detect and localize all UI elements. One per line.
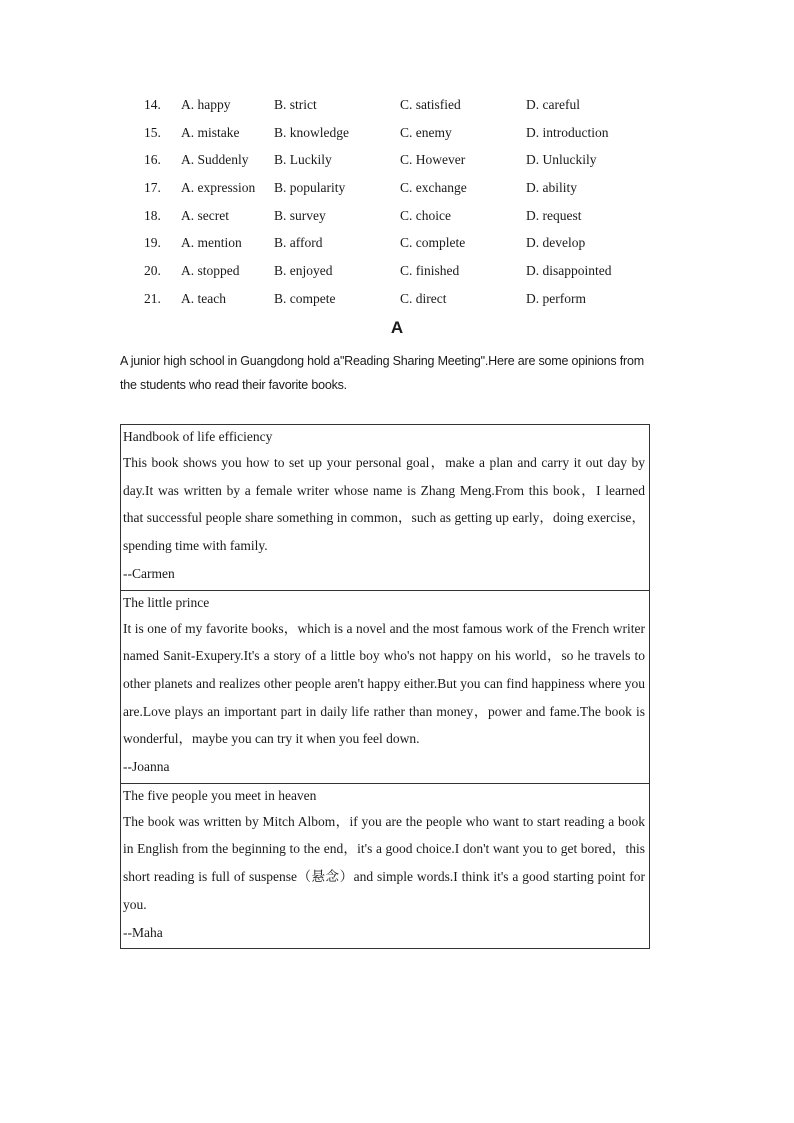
review-cell (121, 425, 649, 591)
option-c: C. exchange (400, 180, 467, 196)
option-d: D. request (526, 207, 582, 223)
question-row-15 (144, 122, 664, 150)
option-d: D. ability (526, 180, 577, 196)
option-b: B. survey (274, 207, 326, 223)
option-a: A. happy (181, 97, 231, 112)
reviews-table (120, 424, 650, 949)
book-title: The little prince (123, 594, 210, 610)
question-number: 19. (144, 235, 161, 251)
section-title: A (390, 318, 404, 337)
question-number: 15. (144, 124, 161, 140)
option-c: C. complete (400, 235, 466, 251)
option-d: D. Unluckily (526, 152, 597, 168)
question-number: 21. (144, 290, 161, 306)
option-b: B. strict (274, 97, 317, 112)
review-text: The book was written by Mitch Albom，if you are the people who want to start reading a book in English from the beginning to the end，it's a good choice.I don't want you to get bored，this short reading is full of suspense（悬念）and simple words.I think it's a good starting point for you. (123, 813, 645, 912)
question-row-20 (144, 260, 664, 288)
option-b: B. knowledge (274, 124, 349, 140)
option-b: B. compete (274, 290, 336, 306)
option-d: D. introduction (526, 124, 609, 140)
question-row-18 (144, 205, 664, 233)
section-intro: A junior high school in Guangdong hold a"Reading Sharing Meeting".Here are some opinions from the students who read their favorite books. (120, 354, 644, 392)
option-c: C. direct (400, 290, 447, 306)
option-c: C. enemy (400, 124, 452, 140)
option-c: C. finished (400, 263, 460, 279)
review-text: This book shows you how to set up your personal goal，make a plan and carry it out day by day.It was written by a female writer whose name is Zhang Meng.From this book，I learned that successful people share something in common，such as getting up early，doing exercise，spending time with family. (123, 455, 645, 554)
question-number: 14. (144, 97, 161, 112)
book-title: Handbook of life efficiency (123, 429, 273, 444)
option-b: B. Luckily (274, 152, 332, 168)
option-d: D. develop (526, 235, 586, 251)
question-number: 17. (144, 180, 161, 196)
option-b: B. enjoyed (274, 263, 333, 279)
question-row-14 (144, 94, 664, 122)
question-row-16 (144, 149, 664, 177)
option-a: A. mistake (181, 124, 240, 140)
option-d: D. disappointed (526, 263, 612, 279)
question-number: 18. (144, 207, 161, 223)
option-b: B. popularity (274, 180, 346, 196)
review-author: --Joanna (123, 759, 170, 775)
question-row-19 (144, 232, 664, 260)
option-a: A. mention (181, 235, 242, 251)
option-a: A. secret (181, 207, 229, 223)
option-a: A. expression (181, 180, 256, 196)
option-a: A. stopped (181, 263, 240, 279)
options-list (144, 94, 664, 316)
review-cell (121, 784, 649, 950)
book-title: The five people you meet in heaven (123, 787, 317, 803)
option-a: A. Suddenly (181, 152, 249, 168)
question-row-21 (144, 288, 664, 316)
review-author: --Carmen (123, 565, 175, 581)
review-text: It is one of my favorite books，which is a novel and the most famous work of the French writer named Sanit-Exupery.It's a story of a little boy who's not happy on his world，so he travels to other planets and realizes other people aren't happy either.But you can find happiness where you are.Love plays an important part in daily life rather than money，power and fame.The book is wonderful，maybe you can try it when you feel down. (123, 620, 645, 747)
option-d: D. perform (526, 290, 586, 306)
option-b: B. afford (274, 235, 323, 251)
option-a: A. teach (181, 290, 226, 306)
review-author: --Maha (123, 924, 163, 940)
option-c: C. satisfied (400, 97, 461, 112)
question-number: 16. (144, 152, 161, 168)
question-row-17 (144, 177, 664, 205)
question-number: 20. (144, 263, 161, 279)
option-c: C. However (400, 152, 466, 168)
review-cell (121, 591, 649, 784)
option-c: C. choice (400, 207, 451, 223)
option-d: D. careful (526, 97, 580, 112)
